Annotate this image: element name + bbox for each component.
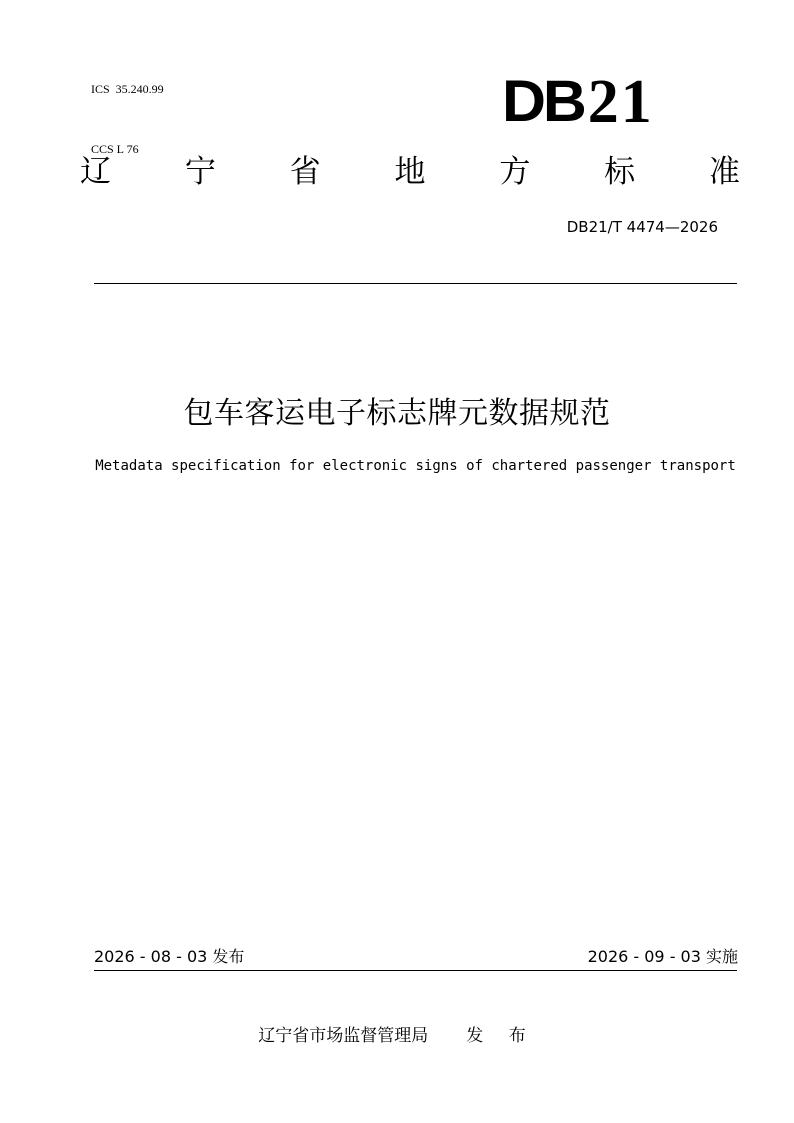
standard-type-char: 省 <box>289 154 321 190</box>
standard-type-char: 准 <box>708 154 740 190</box>
title-chinese: 包车客运电子标志牌元数据规范 <box>183 396 611 431</box>
standard-type-char: 辽 <box>80 154 111 190</box>
standard-type-char: 宁 <box>184 154 216 190</box>
implementation-date: 2026 - 09 - 03 实施 <box>587 947 738 966</box>
issuing-authority: 辽宁省市场监督管理局 <box>258 1026 429 1046</box>
issue-action: 发 布 <box>466 1026 536 1046</box>
standard-type-heading <box>80 150 740 194</box>
bottom-divider <box>94 970 737 971</box>
standard-type-char: 标 <box>604 154 636 190</box>
db21-logo <box>502 68 654 136</box>
logo-letters: DB <box>502 69 584 134</box>
ics-code: ICS 35.240.99 <box>91 82 164 96</box>
standard-number: DB21/T 4474—2026 <box>566 218 718 236</box>
ccs-code: CCS L 76 <box>91 142 139 156</box>
top-divider <box>94 283 737 284</box>
title-english: Metadata specification for electronic signs of chartered passenger transport <box>95 458 736 474</box>
issue-date: 2026 - 08 - 03 发布 <box>94 947 245 966</box>
issuing-authority-line <box>0 1024 794 1048</box>
logo-number: 21 <box>587 68 654 136</box>
standard-type-char: 方 <box>499 154 531 190</box>
standard-type-char: 地 <box>394 154 426 190</box>
